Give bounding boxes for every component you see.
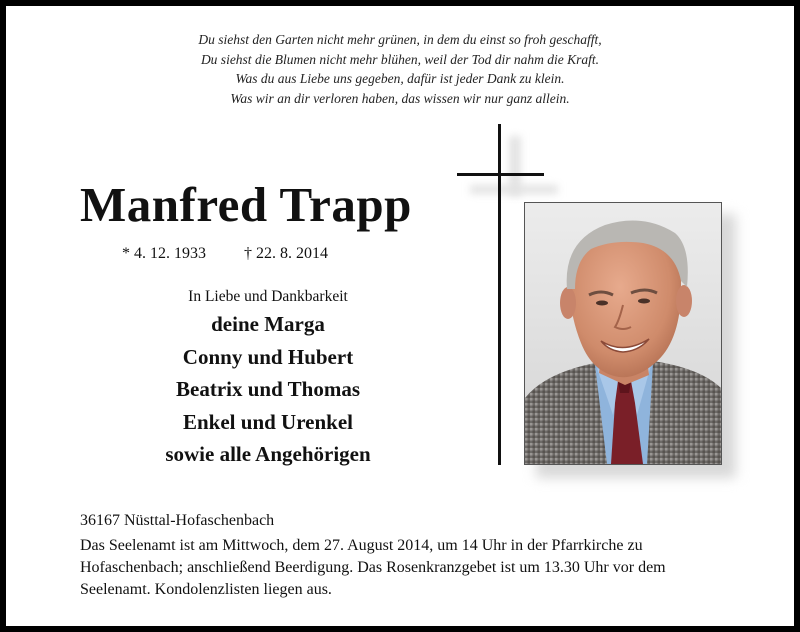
poem [0,30,800,108]
death-date: † 22. 8. 2014 [244,245,328,262]
funeral-notice: Das Seelenamt ist am Mittwoch, dem 27. August 2014, um 14 Uhr in der Pfarrkirche zu Hofaschenbach; anschließend Beerdigung. Das Rosenkranzgebet ist um 13.30 Uhr vor dem Seelenamt. Kondolenzlisten liegen aus. [80,537,666,598]
life-dates [122,245,328,263]
mourner: sowie alle Angehörigen [165,442,371,466]
deceased-name: Manfred Trapp [80,177,412,232]
birth-date: * 4. 12. 1933 [122,245,206,262]
poem-line: Du siehst die Blumen nicht mehr blühen, weil der Tod dir nahm die Kraft. [200,51,600,67]
portrait-image [525,203,721,464]
cross-icon [457,173,544,176]
portrait-photo [524,202,722,465]
mourner: Beatrix und Thomas [176,377,360,401]
dedication: In Liebe und Dankbarkeit [188,288,348,305]
service-info [80,510,740,601]
poem-line: Du siehst den Garten nicht mehr grünen, in dem du einst so froh geschafft, [198,32,602,47]
poem-line: Was wir an dir verloren haben, das wissen wir nur ganz allein. [230,90,570,106]
poem-line: Was du aus Liebe uns gegeben, dafür ist jeder Dank zu klein. [235,71,565,86]
mourner: deine Marga [211,312,325,336]
cross-shadow [470,185,558,194]
mourners-list [98,308,438,471]
mourners-block [98,286,438,471]
place-of-residence: 36167 Nüsttal-Hofaschenbach [80,512,275,529]
mourner: Conny und Hubert [182,344,354,369]
mourner: Enkel und Urenkel [183,409,353,434]
